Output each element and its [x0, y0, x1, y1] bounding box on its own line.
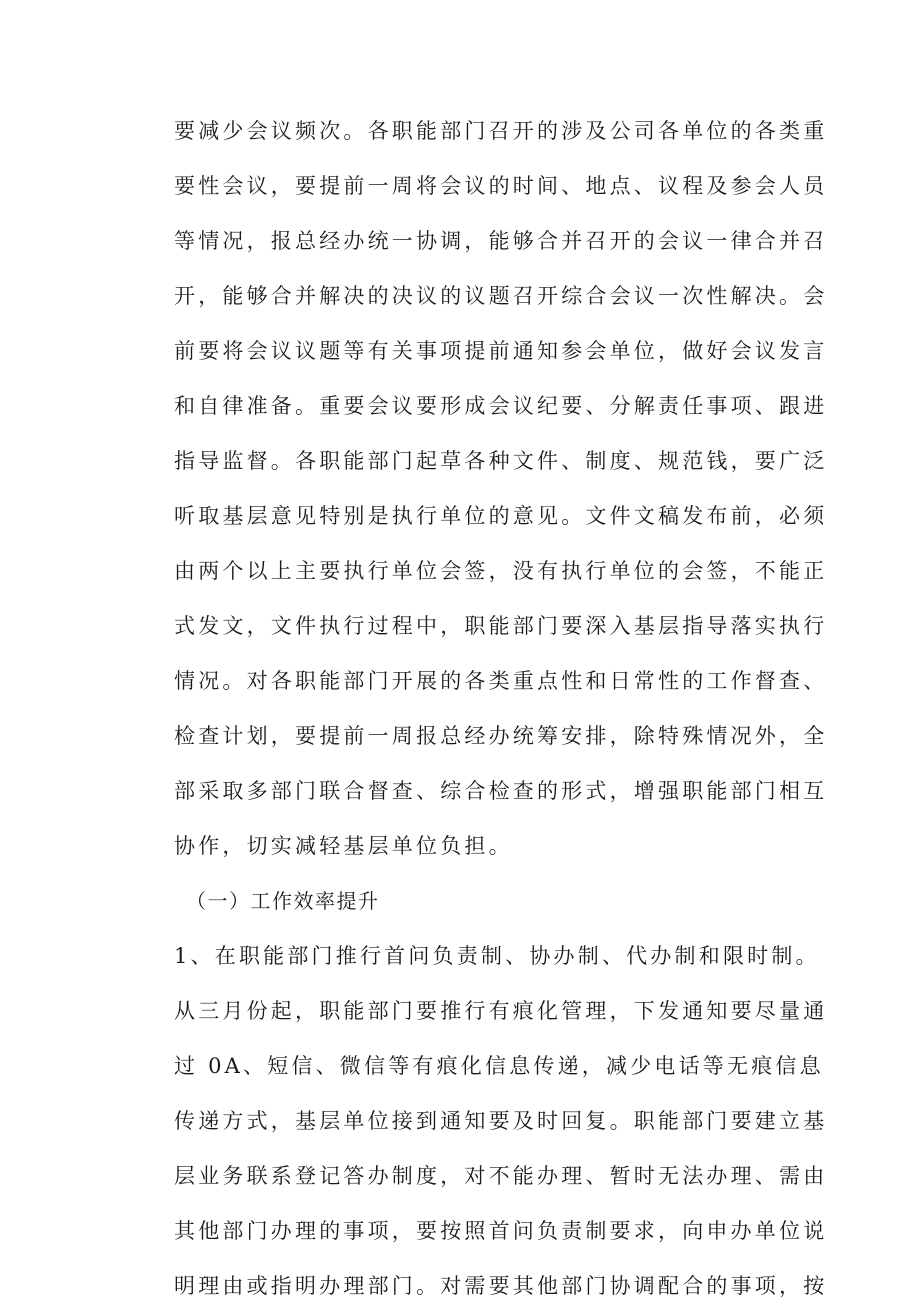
text-line: 要性会议，要提前一周将会议的时间、地点、议程及参会人员: [174, 174, 828, 198]
text-line: 由两个以上主要执行单位会签，没有执行单位的会签，不能正: [174, 559, 828, 583]
text-line: 协作，切实减轻基层单位负担。: [174, 834, 513, 858]
text-line: 前要将会议议题等有关事项提前通知参会单位，做好会议发言: [174, 339, 828, 363]
text-line: 检查计划，要提前一周报总经办统筹安排，除特殊情况外，全: [174, 724, 828, 748]
text-line: 明理由或指明办理部门。对需要其他部门协调配合的事项，按: [174, 1274, 828, 1298]
section-heading: （一）工作效率提升: [186, 889, 380, 913]
text-line: 式发文，文件执行过程中，职能部门要深入基层指导落实执行: [174, 614, 828, 638]
text-line: 开，能够合并解决的决议的议题召开综合会议一次性解决。会: [174, 284, 828, 308]
text-line: 等情况，报总经办统一协调，能够合并召开的会议一律合并召: [174, 229, 828, 253]
text-line: 过 0A、短信、微信等有痕化信息传递，减少电话等无痕信息: [174, 1054, 824, 1078]
text-line: 传递方式，基层单位接到通知要及时回复。职能部门要建立基: [174, 1109, 828, 1133]
text-line: 层业务联系登记答办制度，对不能办理、暂时无法办理、需由: [174, 1164, 828, 1188]
text-line: 从三月份起，职能部门要推行有痕化管理，下发通知要尽量通: [174, 999, 828, 1023]
text-line: 情况。对各职能部门开展的各类重点性和日常性的工作督查、: [174, 669, 828, 693]
text-line: 听取基层意见特别是执行单位的意见。文件文稿发布前，必须: [174, 504, 828, 528]
text-line: 和自律准备。重要会议要形成会议纪要、分解责任事项、跟进: [174, 394, 828, 418]
text-line: 其他部门办理的事项，要按照首问负责制要求，向申办单位说: [174, 1219, 828, 1243]
text-line: 1、在职能部门推行首问负责制、协办制、代办制和限时制。: [174, 944, 820, 968]
text-line: 指导监督。各职能部门起草各种文件、制度、规范钱，要广泛: [174, 449, 828, 473]
text-line: 部采取多部门联合督查、综合检查的形式，增强职能部门相互: [174, 779, 828, 803]
text-line: 要减少会议频次。各职能部门召开的涉及公司各单位的各类重: [174, 119, 828, 143]
